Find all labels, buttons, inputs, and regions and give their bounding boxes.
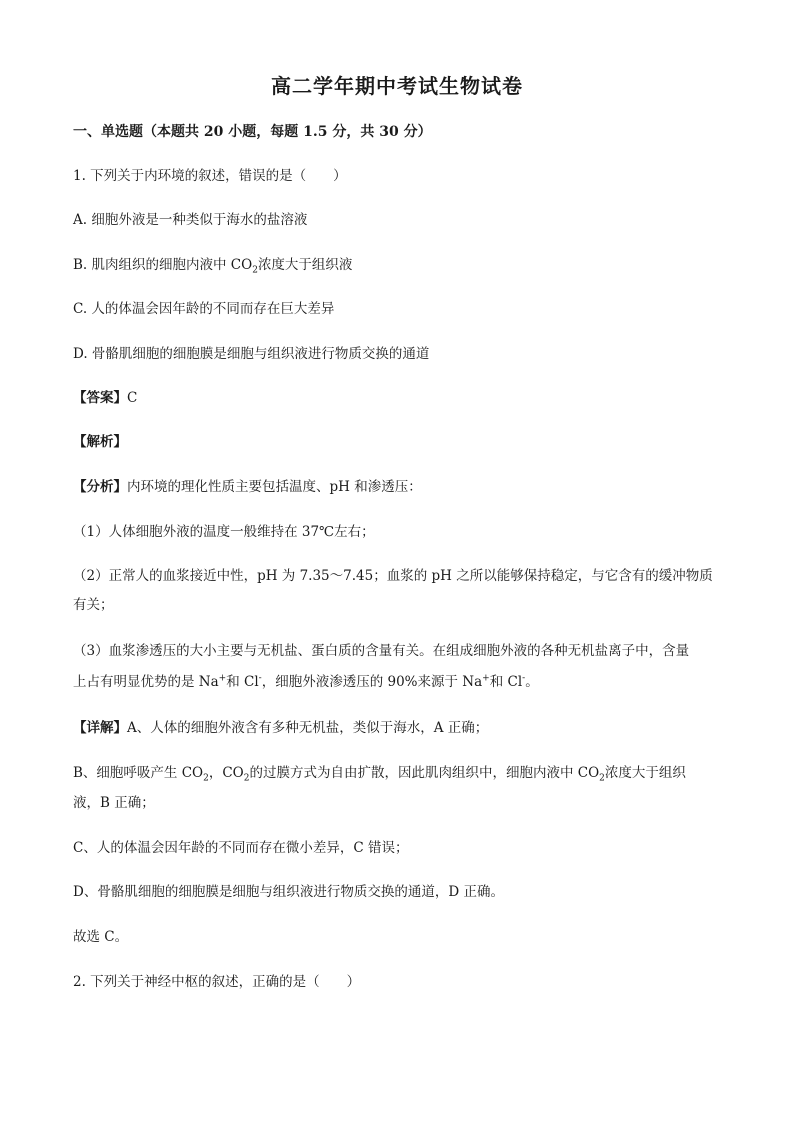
superscript: + bbox=[218, 673, 227, 684]
xiangjie-b-line-2: 液，B 正确； bbox=[73, 795, 155, 811]
analysis-point-1: （1）人体细胞外液的温度一般维持在 37℃左右； bbox=[73, 524, 375, 540]
conclusion: 故选 C。 bbox=[73, 929, 129, 945]
fenxi-line bbox=[73, 477, 723, 497]
question-2-stem: 2. 下列关于神经中枢的叙述，正确的是（ ） bbox=[73, 974, 361, 990]
xiangjie-tag: 【详解】 bbox=[73, 720, 127, 736]
subscript: 2 bbox=[599, 773, 605, 784]
analysis-point-3-line-1: （3）血浆渗透压的大小主要与无机盐、蛋白质的含量有关。在组成细胞外液的各种无机盐离子中，含量 bbox=[73, 643, 690, 659]
analysis-tag: 【解析】 bbox=[73, 434, 127, 450]
subscript: 2 bbox=[252, 265, 258, 276]
xiangjie-b-line-1 bbox=[73, 763, 723, 783]
analysis-point-3-line-2 bbox=[73, 672, 723, 692]
answer-value: C bbox=[127, 390, 138, 406]
subscript: 2 bbox=[243, 773, 250, 784]
fenxi-tag: 【分析】 bbox=[73, 479, 127, 495]
text-segment: B、细胞呼吸产生 CO bbox=[73, 765, 204, 781]
superscript: - bbox=[522, 673, 526, 684]
xiangjie-a: A、人体的细胞外液含有多种无机盐，类似于海水，A 正确； bbox=[127, 720, 489, 736]
answer-tag: 【答案】 bbox=[73, 390, 127, 406]
analysis-point-2-line-1: （2）正常人的血浆接近中性，pH 为 7.35～7.45；血浆的 pH 之所以能够保持稳定，与它含有的缓冲物质 bbox=[73, 568, 713, 584]
analysis-point-2-line-2: 有关； bbox=[73, 597, 114, 613]
page-title: 高二学年期中考试生物试卷 bbox=[271, 74, 523, 98]
section-heading: 一、单选题（本题共 20 小题，每题 1.5 分，共 30 分） bbox=[73, 124, 432, 140]
question-1-option-b bbox=[73, 255, 723, 275]
text-segment: ，CO bbox=[208, 765, 244, 781]
option-b-text-end: 浓度大于组织液 bbox=[257, 257, 353, 273]
xiangjie-c: C、人的体温会因年龄的不同而存在微小差异，C 错误； bbox=[73, 840, 409, 856]
text-segment: 和 Cl bbox=[226, 674, 259, 690]
question-1-stem: 1. 下列关于内环境的叙述，错误的是（ ） bbox=[73, 168, 347, 184]
fenxi-text: 内环境的理化性质主要包括温度、pH 和渗透压： bbox=[127, 479, 422, 495]
text-segment: 。 bbox=[525, 674, 539, 690]
question-1-option-a: A. 细胞外液是一种类似于海水的盐溶液 bbox=[73, 212, 308, 228]
text-segment: 浓度大于组织 bbox=[604, 765, 686, 781]
xiangjie-d: D、骨骼肌细胞的细胞膜是细胞与组织液进行物质交换的通道，D 正确。 bbox=[73, 884, 504, 900]
question-1-option-d: D. 骨骼肌细胞的细胞膜是细胞与组织液进行物质交换的通道 bbox=[73, 346, 430, 362]
superscript: + bbox=[482, 673, 490, 684]
text-segment: ，细胞外液渗透压的 90%来源于 Na bbox=[261, 674, 483, 690]
answer-line bbox=[73, 388, 723, 408]
option-b-text: B. 肌肉组织的细胞内液中 CO bbox=[73, 257, 253, 273]
text-segment: 和 Cl bbox=[489, 674, 523, 690]
text-segment: 上占有明显优势的是 Na bbox=[73, 674, 219, 690]
subscript: 2 bbox=[203, 773, 209, 784]
superscript: - bbox=[258, 673, 262, 684]
text-segment: 的过膜方式为自由扩散，因此肌肉组织中，细胞内液中 CO bbox=[249, 765, 600, 781]
question-1-option-c: C. 人的体温会因年龄的不同而存在巨大差异 bbox=[73, 301, 335, 317]
xiangjie-line bbox=[73, 718, 723, 738]
